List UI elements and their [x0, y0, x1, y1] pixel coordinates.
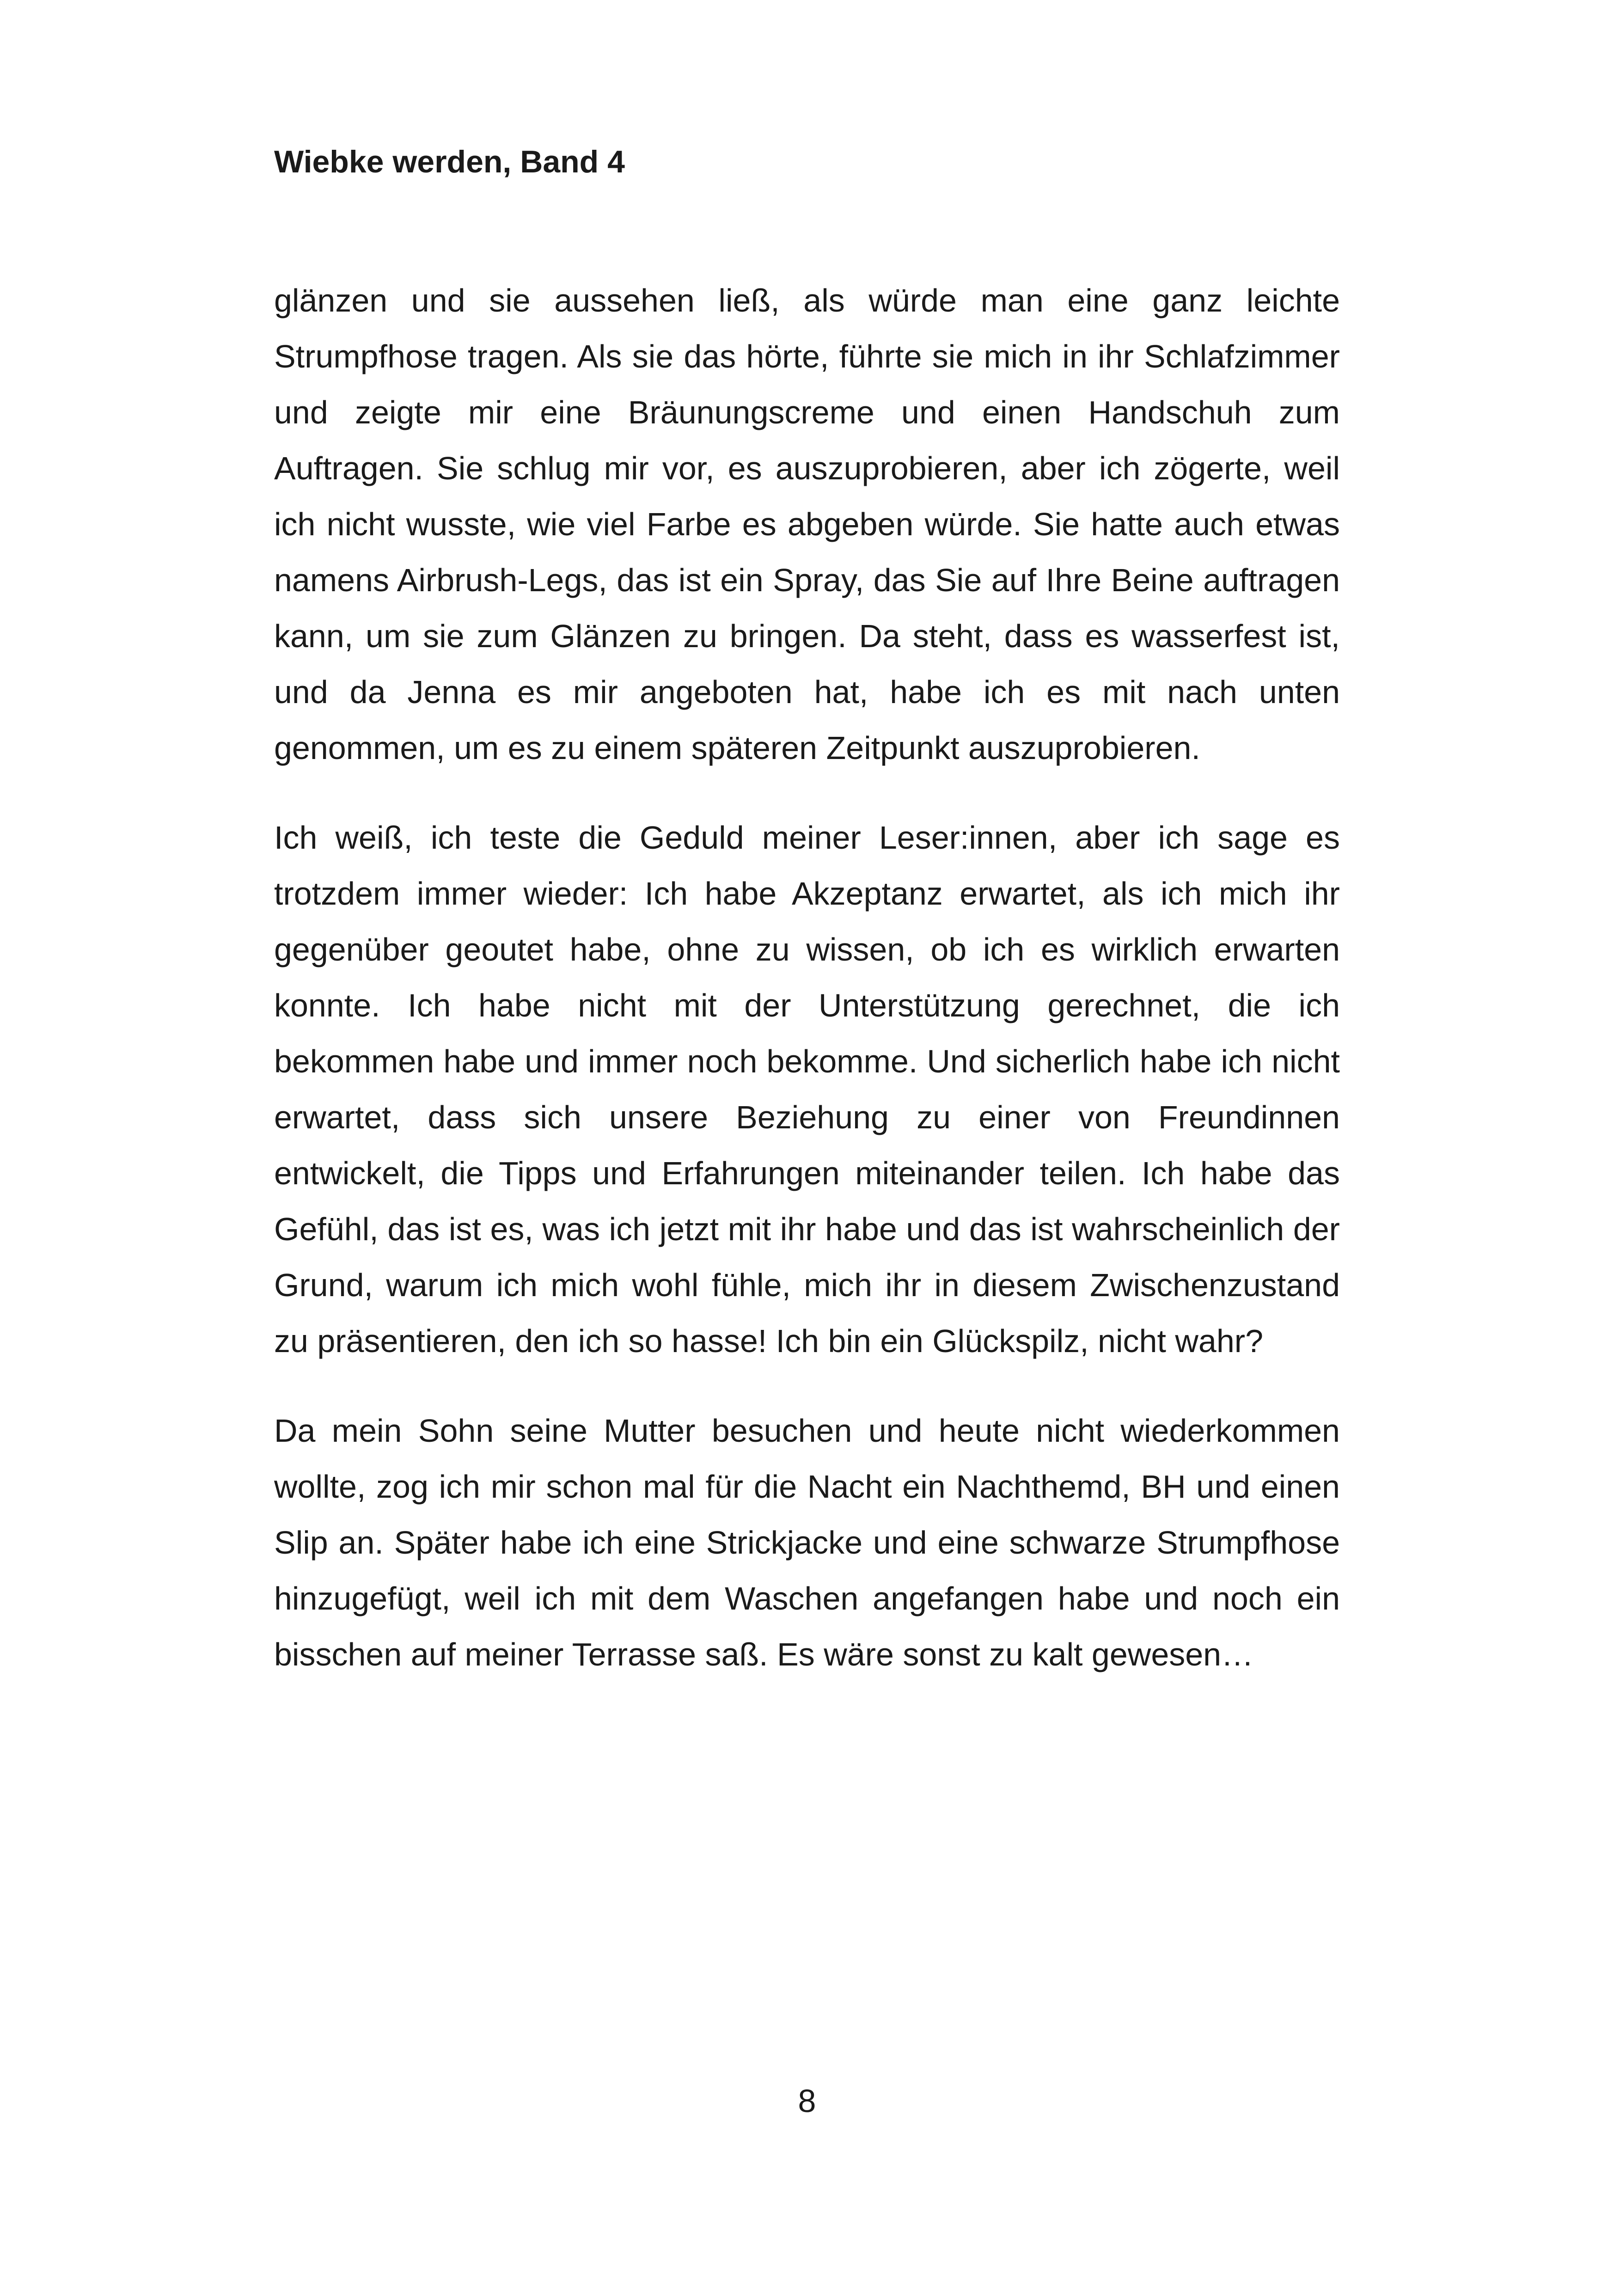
paragraph-1: glänzen und sie aussehen ließ, als würde man eine ganz leichte Strumpfhose tragen. Als sie das hörte, führte sie mich in ihr Schlafzimmer und zeigte mir eine Bräunungscreme und einen Handschuh zum Auftragen. Sie schlug mir vor, es auszuprobieren, aber ich zögerte, weil ich nicht wusste, wie viel Farbe es abgeben würde. Sie hatte auch etwas namens Airbrush-Legs, das ist ein Spray, das Sie auf Ihre Beine auftragen kann, um sie zum Glänzen zu bringen. Da steht, dass es wasserfest ist, und da Jenna es mir angeboten hat, habe ich es mit nach unten genommen, um es zu einem späteren Zeitpunkt auszuprobieren.	[274, 282, 1340, 766]
paragraph-3: Da mein Sohn seine Mutter besuchen und heute nicht wiederkommen wollte, zog ich mir schon mal für die Nacht ein Nachthemd, BH und einen Slip an. Später habe ich eine Strickjacke und eine schwarze Strumpfhose hinzugefügt, weil ich mit dem Waschen angefangen habe und noch ein bisschen auf meiner Terrasse saß. Es wäre sonst zu kalt gewesen…	[274, 1413, 1340, 1672]
running-header: Wiebke werden, Band 4	[274, 144, 625, 179]
body-text	[274, 273, 1340, 1716]
page-number: 8	[798, 2083, 816, 2119]
paragraph-2: Ich weiß, ich teste die Geduld meiner Leser:innen, aber ich sage es trotzdem immer wieder: Ich habe Akzeptanz erwartet, als ich mich ihr gegenüber geoutet habe, ohne zu wissen, ob ich es wirklich erwarten konnte. Ich habe nicht mit der Unterstützung gerechnet, die ich bekommen habe und immer noch bekomme. Und sicherlich habe ich nicht erwartet, dass sich unsere Beziehung zu einer von Freundinnen entwickelt, die Tipps und Erfahrungen miteinander teilen. Ich habe das Gefühl, das ist es, was ich jetzt mit ihr habe und das ist wahrscheinlich der Grund, warum ich mich wohl fühle, mich ihr in diesem Zwischenzustand zu präsentieren, den ich so hasse! Ich bin ein Glückspilz, nicht wahr?	[274, 820, 1340, 1359]
